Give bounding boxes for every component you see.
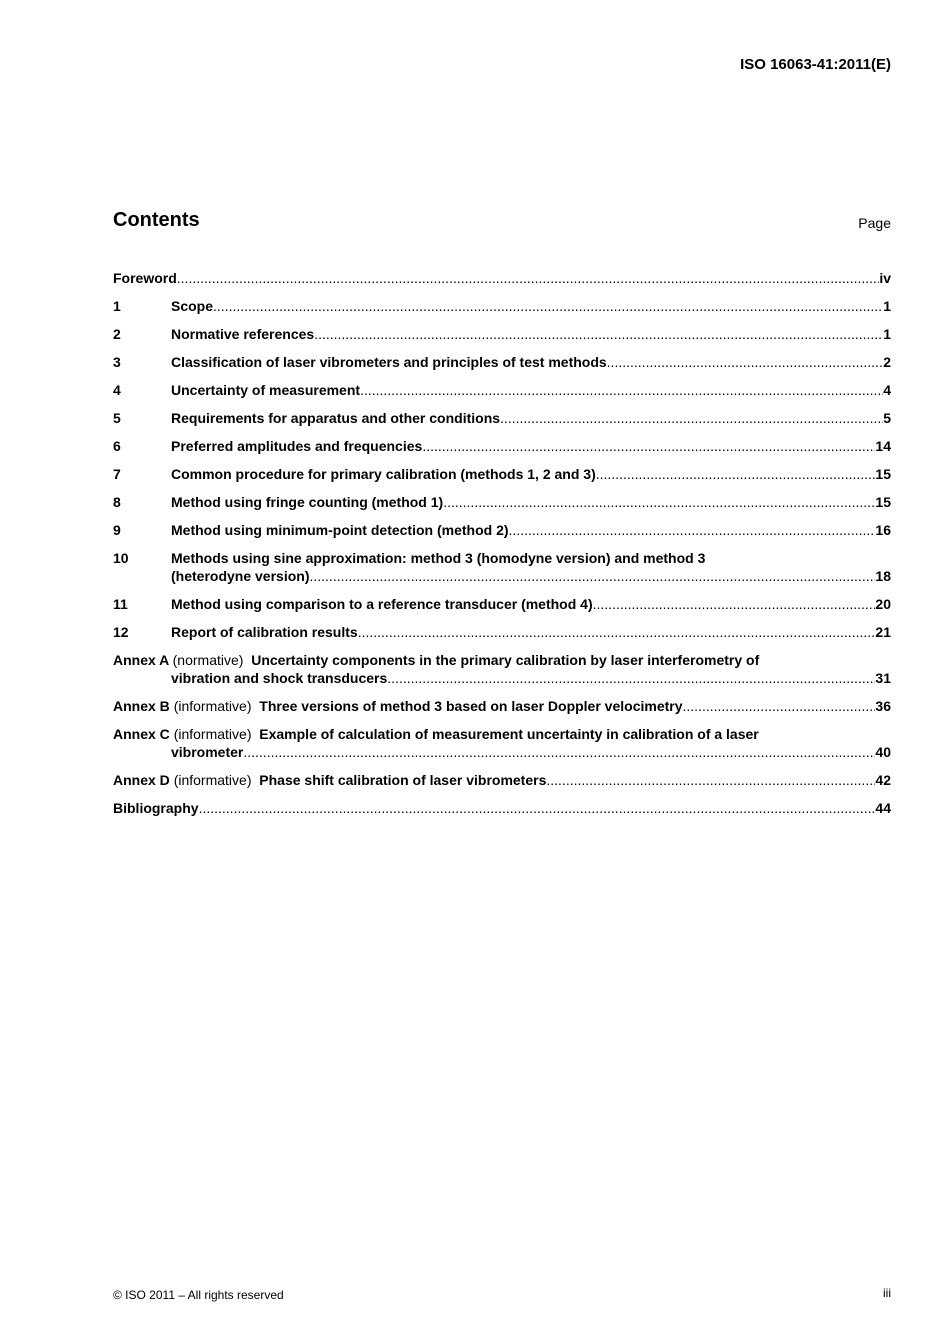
toc-title-line1: Example of calculation of measurement uncertainty in calibration of a laser [259, 726, 759, 742]
toc-title: Bibliography [113, 800, 199, 816]
toc-entry-annex-b[interactable] [113, 697, 891, 715]
toc-title-line2: vibration and shock transducers [171, 670, 388, 686]
toc-number: 11 [113, 596, 128, 612]
toc-number: 3 [113, 354, 121, 370]
toc-number: 8 [113, 494, 121, 510]
toc-entry-6[interactable] [113, 437, 891, 455]
toc-title: Uncertainty of measurement [171, 382, 361, 398]
table-of-contents [113, 269, 891, 827]
annex-type: (normative) [172, 652, 244, 668]
annex-type: (informative) [173, 698, 252, 714]
toc-title-line1: Uncertainty components in the primary calibration by laser interferometry of [251, 652, 760, 668]
toc-entry-7[interactable] [113, 465, 891, 483]
toc-number: 6 [113, 438, 121, 454]
toc-page: 18 [875, 568, 891, 584]
dot-leader [422, 437, 875, 455]
page-column-label: Page [858, 215, 891, 231]
toc-number: 5 [113, 410, 121, 426]
toc-number: 1 [113, 298, 121, 314]
dot-leader [177, 269, 880, 287]
toc-title-line1: Methods using sine approximation: method 3 (homodyne version) and method 3 [171, 550, 706, 566]
toc-entry-annex-c[interactable] [113, 725, 891, 761]
toc-entry-11[interactable] [113, 595, 891, 613]
toc-title: Requirements for apparatus and other conditions [171, 410, 501, 426]
dot-leader [546, 771, 875, 789]
annex-label: Annex B [113, 698, 170, 714]
annex-label: Annex A [113, 652, 169, 668]
toc-title: Foreword [113, 270, 177, 286]
dot-leader [213, 297, 883, 315]
dot-leader [509, 521, 876, 539]
toc-title: Method using minimum-point detection (method 2) [171, 522, 509, 538]
toc-page: 1 [883, 326, 891, 342]
toc-number: 9 [113, 522, 121, 538]
document-id: ISO 16063-41:2011(E) [740, 56, 891, 73]
toc-title-line2: (heterodyne version) [171, 568, 310, 584]
toc-page: 31 [875, 670, 891, 686]
dot-leader [360, 381, 883, 399]
toc-number: 10 [113, 550, 129, 566]
toc-title: Common procedure for primary calibration (methods 1, 2 and 3) [171, 466, 596, 482]
toc-entry-bibliography[interactable] [113, 799, 891, 817]
dot-leader [387, 669, 875, 687]
contents-title: Contents [113, 209, 200, 231]
toc-page: 36 [875, 698, 891, 714]
dot-leader [358, 623, 876, 641]
toc-entry-9[interactable] [113, 521, 891, 539]
toc-title: Phase shift calibration of laser vibrometers [259, 772, 547, 788]
toc-number: 7 [113, 466, 121, 482]
toc-entry-10[interactable] [113, 549, 891, 585]
toc-page: 4 [883, 382, 891, 398]
toc-entry-1[interactable] [113, 297, 891, 315]
toc-title-line2: vibrometer [171, 744, 244, 760]
toc-page: 15 [875, 494, 891, 510]
dot-leader [314, 325, 883, 343]
toc-page: 2 [883, 354, 891, 370]
dot-leader [309, 567, 875, 585]
toc-page: iv [879, 270, 891, 286]
toc-entry-4[interactable] [113, 381, 891, 399]
dot-leader [500, 409, 883, 427]
toc-entry-12[interactable] [113, 623, 891, 641]
toc-entry-annex-d[interactable] [113, 771, 891, 789]
toc-entry-8[interactable] [113, 493, 891, 511]
toc-title: Three versions of method 3 based on laser Doppler velocimetry [259, 698, 683, 714]
page-number: iii [883, 1286, 891, 1300]
toc-entry-3[interactable] [113, 353, 891, 371]
toc-page: 20 [875, 596, 891, 612]
toc-title: Preferred amplitudes and frequencies [171, 438, 423, 454]
toc-title: Method using comparison to a reference transducer (method 4) [171, 596, 593, 612]
toc-entry-foreword[interactable] [113, 269, 891, 287]
annex-label: Annex C [113, 726, 170, 742]
toc-page: 21 [875, 624, 891, 640]
toc-page: 40 [875, 744, 891, 760]
toc-page: 5 [883, 410, 891, 426]
toc-title: Normative references [171, 326, 315, 342]
toc-title: Scope [171, 298, 214, 314]
toc-page: 42 [875, 772, 891, 788]
dot-leader [243, 743, 875, 761]
toc-entry-2[interactable] [113, 325, 891, 343]
dot-leader [443, 493, 875, 511]
toc-page: 1 [883, 298, 891, 314]
dot-leader [683, 697, 876, 715]
toc-title: Method using fringe counting (method 1) [171, 494, 444, 510]
toc-number: 12 [113, 624, 129, 640]
toc-number: 2 [113, 326, 121, 342]
toc-entry-5[interactable] [113, 409, 891, 427]
toc-page: 44 [875, 800, 891, 816]
annex-type: (informative) [173, 772, 252, 788]
dot-leader [596, 465, 876, 483]
toc-page: 16 [875, 522, 891, 538]
toc-page: 15 [875, 466, 891, 482]
toc-page: 14 [875, 438, 891, 454]
toc-entry-annex-a[interactable] [113, 651, 891, 687]
dot-leader [199, 799, 876, 817]
contents-header [113, 209, 891, 239]
dot-leader [593, 595, 876, 613]
copyright-notice: © ISO 2011 – All rights reserved [113, 1288, 284, 1302]
annex-label: Annex D [113, 772, 170, 788]
annex-type: (informative) [173, 726, 252, 742]
toc-title: Classification of laser vibrometers and principles of test methods [171, 354, 607, 370]
toc-number: 4 [113, 382, 121, 398]
dot-leader [607, 353, 884, 371]
toc-title: Report of calibration results [171, 624, 358, 640]
